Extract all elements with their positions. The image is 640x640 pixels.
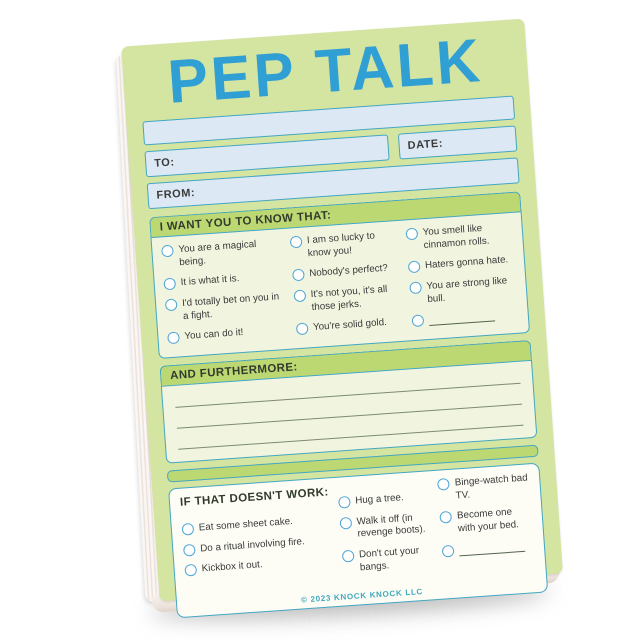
- date-label: DATE:: [407, 137, 444, 153]
- checkbox-option: [405, 221, 514, 253]
- checkbox-option: [167, 324, 287, 345]
- checkbox-circle-icon: [293, 289, 306, 302]
- section3-header: IF THAT DOESN'T WORK:: [179, 486, 330, 510]
- checkbox-option-label: Don't cut your bangs.: [358, 545, 420, 573]
- checkbox-circle-icon: [161, 245, 174, 258]
- section2-header-band: AND FURTHERMORE:: [159, 340, 531, 386]
- checkbox-circle-icon: [182, 523, 195, 536]
- checkbox-option: [440, 506, 533, 537]
- checkbox-circle-icon: [440, 511, 453, 524]
- section1-column-2: [290, 229, 404, 338]
- blank-write-in-line: [459, 540, 526, 556]
- checkbox-option-label: You're solid gold.: [312, 316, 388, 334]
- section1-header-band: I WANT YOU TO KNOW THAT:: [149, 192, 521, 238]
- checkbox-option: [342, 544, 435, 575]
- checkbox-circle-icon: [408, 261, 421, 274]
- checkbox-circle-icon: [338, 496, 351, 509]
- checkbox-circle-icon: [165, 298, 178, 311]
- checkbox-option-label: Hug a tree.: [354, 492, 405, 507]
- checkbox-option-label: Kickbox it out.: [201, 559, 263, 575]
- date-field: [398, 126, 518, 160]
- checkbox-option-label: Haters gonna hate.: [424, 254, 509, 272]
- checkbox-option: [184, 555, 333, 578]
- checkbox-circle-icon: [183, 544, 196, 557]
- checkbox-option: [165, 291, 286, 324]
- checkbox-option: [161, 237, 282, 270]
- checkbox-option: [338, 491, 430, 510]
- section3-checkbox-box: [168, 463, 548, 619]
- from-label: FROM:: [156, 187, 196, 203]
- checkbox-circle-icon: [290, 236, 303, 249]
- section3-column-1-list: [182, 514, 336, 597]
- checkbox-option: [411, 308, 519, 327]
- copyright-text: © 2023 KNOCK KNOCK LLC: [300, 587, 424, 605]
- checkbox-option-label: Binge-watch bad TV.: [454, 472, 529, 502]
- checkbox-circle-icon: [342, 550, 355, 563]
- checkbox-option-label: Become one with your bed.: [456, 507, 520, 535]
- checkbox-option: [163, 270, 283, 291]
- notepad-front-page: [121, 19, 563, 605]
- checkbox-circle-icon: [296, 322, 309, 335]
- checkbox-option: [290, 229, 399, 261]
- to-label: TO:: [153, 156, 175, 171]
- checkbox-option: [437, 473, 530, 504]
- checkbox-circle-icon: [409, 281, 422, 294]
- checkbox-circle-icon: [437, 478, 450, 491]
- checkbox-option-label: It's not you, it's all those jerks.: [310, 283, 388, 313]
- blank-write-in-line: [428, 310, 495, 326]
- section1-column-1: [161, 237, 288, 347]
- checkbox-option-label: I'd totally bet on you in a fight.: [181, 291, 280, 322]
- notepad: [121, 19, 563, 605]
- checkbox-circle-icon: [411, 314, 424, 327]
- checkbox-option-label: You can do it!: [184, 326, 244, 343]
- checkbox-option-label: Do a ritual involving fire.: [199, 536, 305, 555]
- checkbox-circle-icon: [167, 331, 180, 344]
- section3-column-2: [337, 480, 435, 586]
- checkbox-circle-icon: [405, 228, 418, 241]
- checkbox-option: [339, 511, 432, 542]
- checkbox-option: [293, 283, 402, 315]
- checkbox-option-label: You are a magical being.: [178, 239, 257, 269]
- checkbox-option: [442, 539, 534, 557]
- checkbox-option-label: Nobody's perfect?: [308, 263, 389, 280]
- checkbox-option: [296, 316, 404, 336]
- section1-column-3: [405, 221, 519, 330]
- checkbox-option: [182, 514, 331, 537]
- checkbox-circle-icon: [292, 269, 305, 282]
- checkbox-option-label: Walk it off (in revenge boots).: [356, 512, 426, 540]
- checkbox-option-label: Eat some sheet cake.: [198, 516, 294, 534]
- checkbox-circle-icon: [339, 517, 352, 530]
- checkbox-circle-icon: [163, 278, 176, 291]
- checkbox-circle-icon: [184, 564, 197, 577]
- section3-column-3: [437, 473, 535, 579]
- checkbox-option-label: You are strong like bull.: [426, 275, 508, 305]
- checkbox-option: [292, 262, 400, 282]
- checkbox-option: [409, 275, 518, 307]
- section3-column-1: [180, 487, 336, 597]
- section1-checkbox-box: [150, 212, 530, 360]
- checkbox-option-label: You smell like cinnamon rolls.: [422, 223, 490, 252]
- checkbox-option-label: I am so lucky to know you!: [306, 230, 376, 260]
- checkbox-option-label: It is what it is.: [180, 273, 240, 289]
- checkbox-option: [183, 534, 332, 557]
- checkbox-option: [408, 254, 516, 274]
- pad-title: PEP TALK: [165, 25, 485, 117]
- checkbox-circle-icon: [442, 544, 455, 557]
